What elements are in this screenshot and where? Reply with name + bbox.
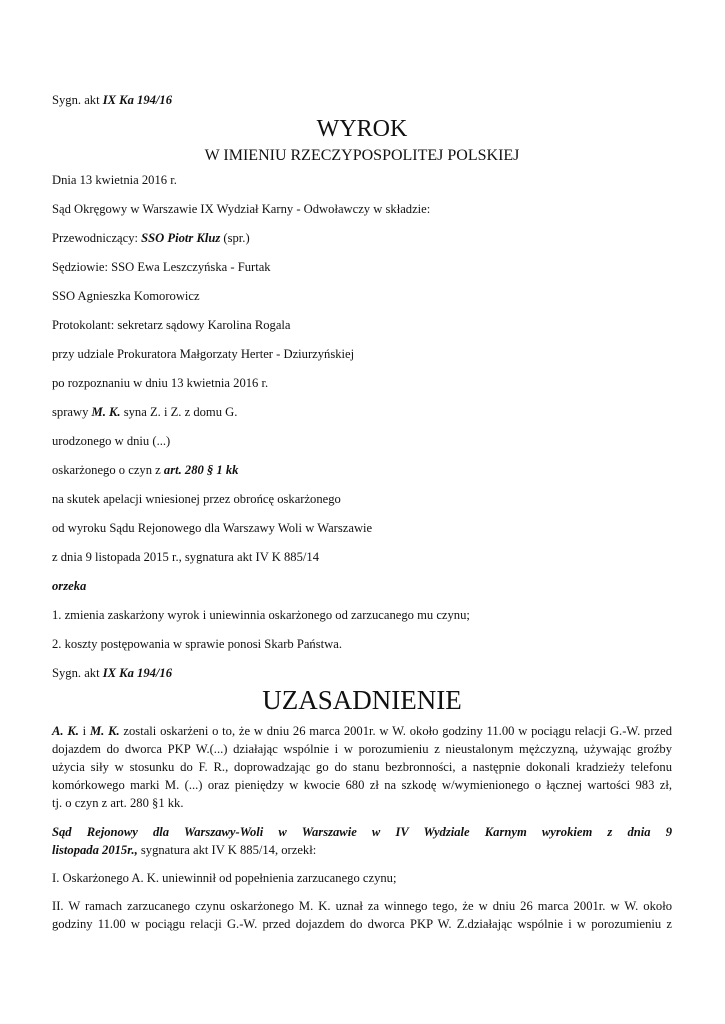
case-prefix: sprawy	[52, 405, 92, 419]
paragraph-line: tj. o czyn z art. 280 §1 kk.	[52, 796, 184, 810]
case-signature	[52, 91, 172, 109]
born-line: urodzonego w dniu (...)	[52, 434, 171, 448]
connector-text: i	[78, 724, 90, 738]
ruling-2: 2. koszty postępowania w sprawie ponosi Skarb Państwa.	[52, 637, 342, 651]
paragraph-line	[52, 841, 672, 859]
point-1: I. Oskarżonego A. K. uniewinnił od popełnienia zarzucanego czynu;	[52, 871, 397, 885]
paragraph-line: godziny 11.00 w pociągu relacji G.-W. przed dojazdem do dworca PKP W. Z.działając wspólnie i w porozumieniu z	[52, 917, 672, 931]
charge-line	[52, 461, 238, 479]
case-signature-2	[52, 664, 172, 682]
case-suffix: syna Z. i Z. z domu G.	[120, 405, 238, 419]
judge2-line: SSO Agnieszka Komorowicz	[52, 289, 200, 303]
paragraph-line: komórkowego marki M. (...) oraz pieniędzy w kwocie 680 zł na szkodę w/wymienionego o łącznej wartości 983 zł,	[52, 778, 672, 792]
paragraph-line: Sąd Rejonowy dla Warszawy-Woli w Warszawie w IV Wydziale Karnym wyrokiem z dnia 9	[52, 825, 672, 839]
paragraph-text: sygnatura akt IV K 885/14, orzekł:	[137, 843, 317, 857]
protocol-line: Protokolant: sekretarz sądowy Karolina Rogala	[52, 318, 291, 332]
appeal-line: na skutek apelacji wniesionej przez obrońcę oskarżonego	[52, 492, 341, 506]
hearing-line: po rozpoznaniu w dniu 13 kwietnia 2016 r.	[52, 376, 269, 390]
case-signature-value: IX Ka 194/16	[102, 93, 173, 107]
chair-line	[52, 229, 250, 247]
paragraph-line: dojazdem do dworca PKP W.(...) działając wspólnie i w porozumieniu z nieustalonym mężczyzną, używając groźby	[52, 742, 672, 756]
paragraph-line: II. W ramach zarzucanego czynu oskarżonego M. K. uznał za winnego tego, że w dniu 26 marca 2001r. w W. około	[52, 899, 672, 913]
paragraph-line: użycia siły w stosunku do F. R., doprowadzając go do stanu bezbronności, a następnie dokonali kradzieży telefonu	[52, 760, 672, 774]
justification-title: UZASADNIENIE	[262, 685, 462, 715]
paragraph-text: zostali oskarżeni o to, że w dniu 26 marca 2001r. w W. około godziny 11.00 w pociągu relacji G.-W. przed	[119, 724, 673, 738]
case-line	[52, 403, 237, 421]
verdict-from-line: od wyroku Sądu Rejonowego dla Warszawy Woli w Warszawie	[52, 521, 373, 535]
charge-prefix: oskarżonego o czyn z	[52, 463, 164, 477]
paragraph-bold-text: listopada 2015r.,	[52, 843, 138, 857]
prosecutor-line: przy udziale Prokuratora Małgorzaty Herter - Dziurzyńskiej	[52, 347, 355, 361]
paragraph-line	[52, 722, 672, 740]
case-signature-prefix: Sygn. akt	[52, 93, 103, 107]
verdict-date-line: z dnia 9 listopada 2015 r., sygnatura akt IV K 885/14	[52, 550, 319, 564]
charge-article: art. 280 § 1 kk	[163, 463, 239, 477]
judgment-subtitle: W IMIENIU RZECZYPOSPOLITEJ POLSKIEJ	[204, 147, 520, 164]
justification-paragraph-1	[52, 722, 672, 812]
chair-prefix: Przewodniczący:	[52, 231, 142, 245]
defendant-2-name: M. K.	[89, 724, 120, 738]
case-signature-value: IX Ka 194/16	[102, 666, 173, 680]
orzeka-heading: orzeka	[52, 579, 87, 593]
judges-line: Sędziowie: SSO Ewa Leszczyńska - Furtak	[52, 260, 271, 274]
defendant-1-name: A. K.	[52, 724, 79, 738]
justification-paragraph-2	[52, 823, 672, 859]
point-2	[52, 897, 672, 933]
judgment-title: WYROK	[316, 116, 408, 142]
chair-suffix: (spr.)	[220, 231, 250, 245]
case-signature-prefix: Sygn. akt	[52, 666, 103, 680]
chair-name: SSO Piotr Kluz	[141, 231, 221, 245]
case-name: M. K.	[91, 405, 121, 419]
ruling-1: 1. zmienia zaskarżony wyrok i uniewinnia oskarżonego od zarzucanego mu czynu;	[52, 608, 470, 622]
court-line: Sąd Okręgowy w Warszawie IX Wydział Karny - Odwoławczy w składzie:	[52, 202, 431, 216]
date-line: Dnia 13 kwietnia 2016 r.	[52, 173, 177, 187]
